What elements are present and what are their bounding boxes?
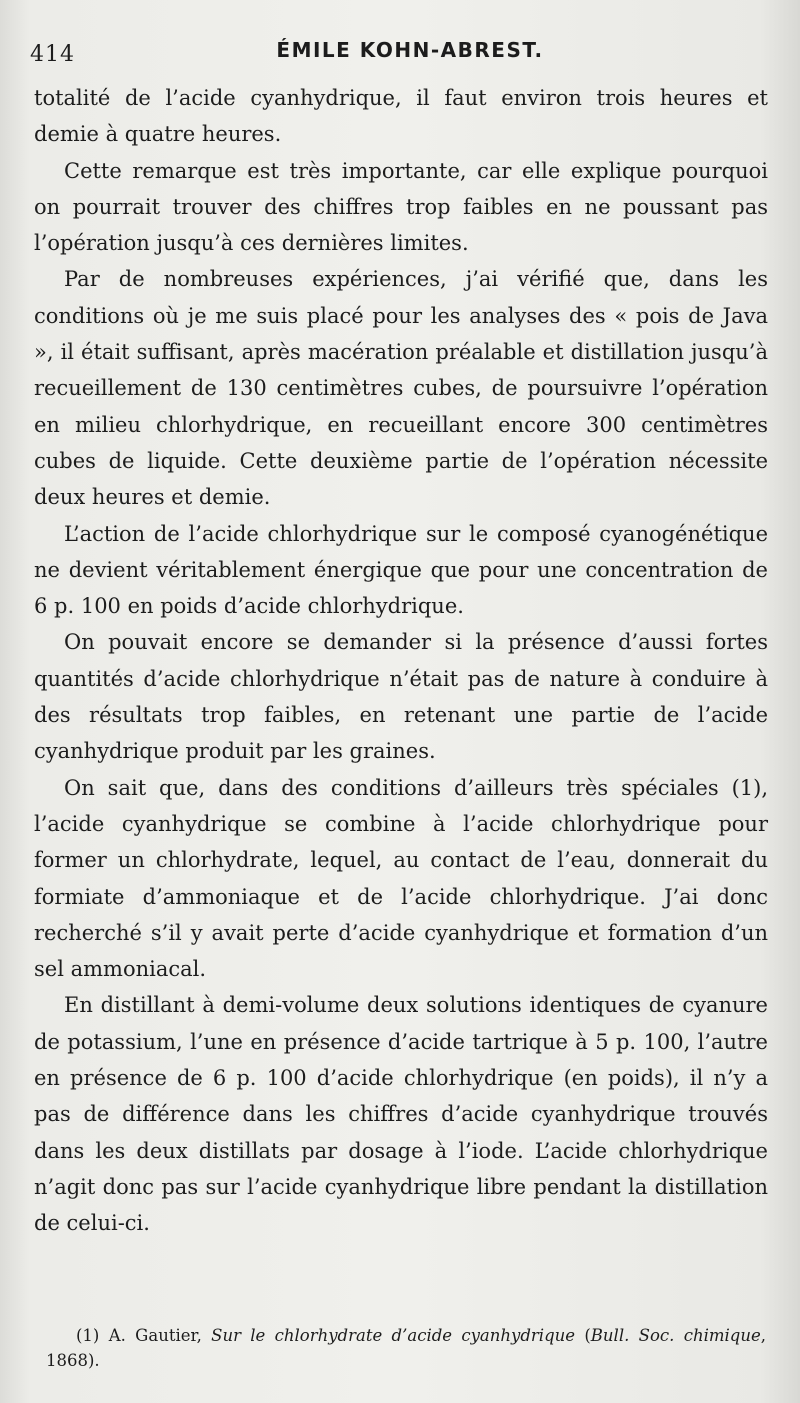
paragraph: On sait que, dans des conditions d’ailleurs très spéciales (1), l’acide cyanhydrique se combine à l’acide chlorhydrique pour former un chlorhydrate, lequel, au contact de l’eau, donnerait du formiate d’ammoniaque et de l’acide chlorhydrique. J’ai donc recherché s’il y avait perte d’acide cyanhydrique et formation d’un sel ammoniacal. xyxy=(34,775,768,982)
page-header xyxy=(30,34,770,74)
page-number: 414 xyxy=(30,42,75,67)
footnote-text xyxy=(46,1323,766,1373)
paragraph: On pouvait encore se demander si la présence d’aussi fortes quantités d’acide chlorhydrique n’était pas de nature à conduire à des résultats trop faibles, en retenant une partie de l’acide cyanhydrique produit par les graines. xyxy=(34,630,768,764)
footnote-open: ( xyxy=(575,1326,591,1345)
footnote-journal: Bull. Soc. chimique xyxy=(590,1326,761,1345)
paragraph: Cette remarque est très importante, car elle explique pourquoi on pourrait trouver des chiffres trop faibles en ne poussant pas l’opération jusqu’à ces dernières limites. xyxy=(34,158,768,256)
paragraph-continued: totalité de l’acide cyanhydrique, il faut environ trois heures et demie à quatre heures. xyxy=(34,86,768,147)
paragraph: En distillant à demi-volume deux solutions identiques de cyanure de potassium, l’une en présence d’acide tartrique à 5 p. 100, l’autre en présence de 6 p. 100 d’acide chlorhydrique (en poids), il n’y a pas de différence dans les chiffres d’acide cyanhydrique trouvés dans les deux distillats par dosage à l’iode. L’acide chlorhydrique n’agit donc pas sur l’acide cyanhydrique libre pendant la distillation de celui-ci. xyxy=(34,993,768,1236)
footnote-title: Sur le chlorhydrate d’acide cyanhydrique xyxy=(211,1326,576,1345)
footnote-marker: (1) A. Gautier, xyxy=(76,1326,212,1345)
footnote-close: , 1868). xyxy=(46,1326,766,1370)
paragraph: L’action de l’acide chlorhydrique sur le composé cyanogénétique ne devient véritablement énergique que pour une concentration de 6 p. 100 en poids d’acide chlorhydrique. xyxy=(34,521,768,619)
running-head: ÉMILE KOHN-ABREST. xyxy=(276,38,544,62)
footnote xyxy=(46,1323,766,1373)
body-text xyxy=(34,80,768,1242)
paragraph: Par de nombreuses expériences, j’ai vérifié que, dans les conditions où je me suis placé pour les analyses des « pois de Java », il était suffisant, après macération préalable et distillation jusqu’à recueillement de 130 centimètres cubes, de poursuivre l’opération en milieu chlorhydrique, en recueillant encore 300 centimètres cubes de liquide. Cette deuxième partie de l’opération nécessite deux heures et demie. xyxy=(34,267,768,510)
